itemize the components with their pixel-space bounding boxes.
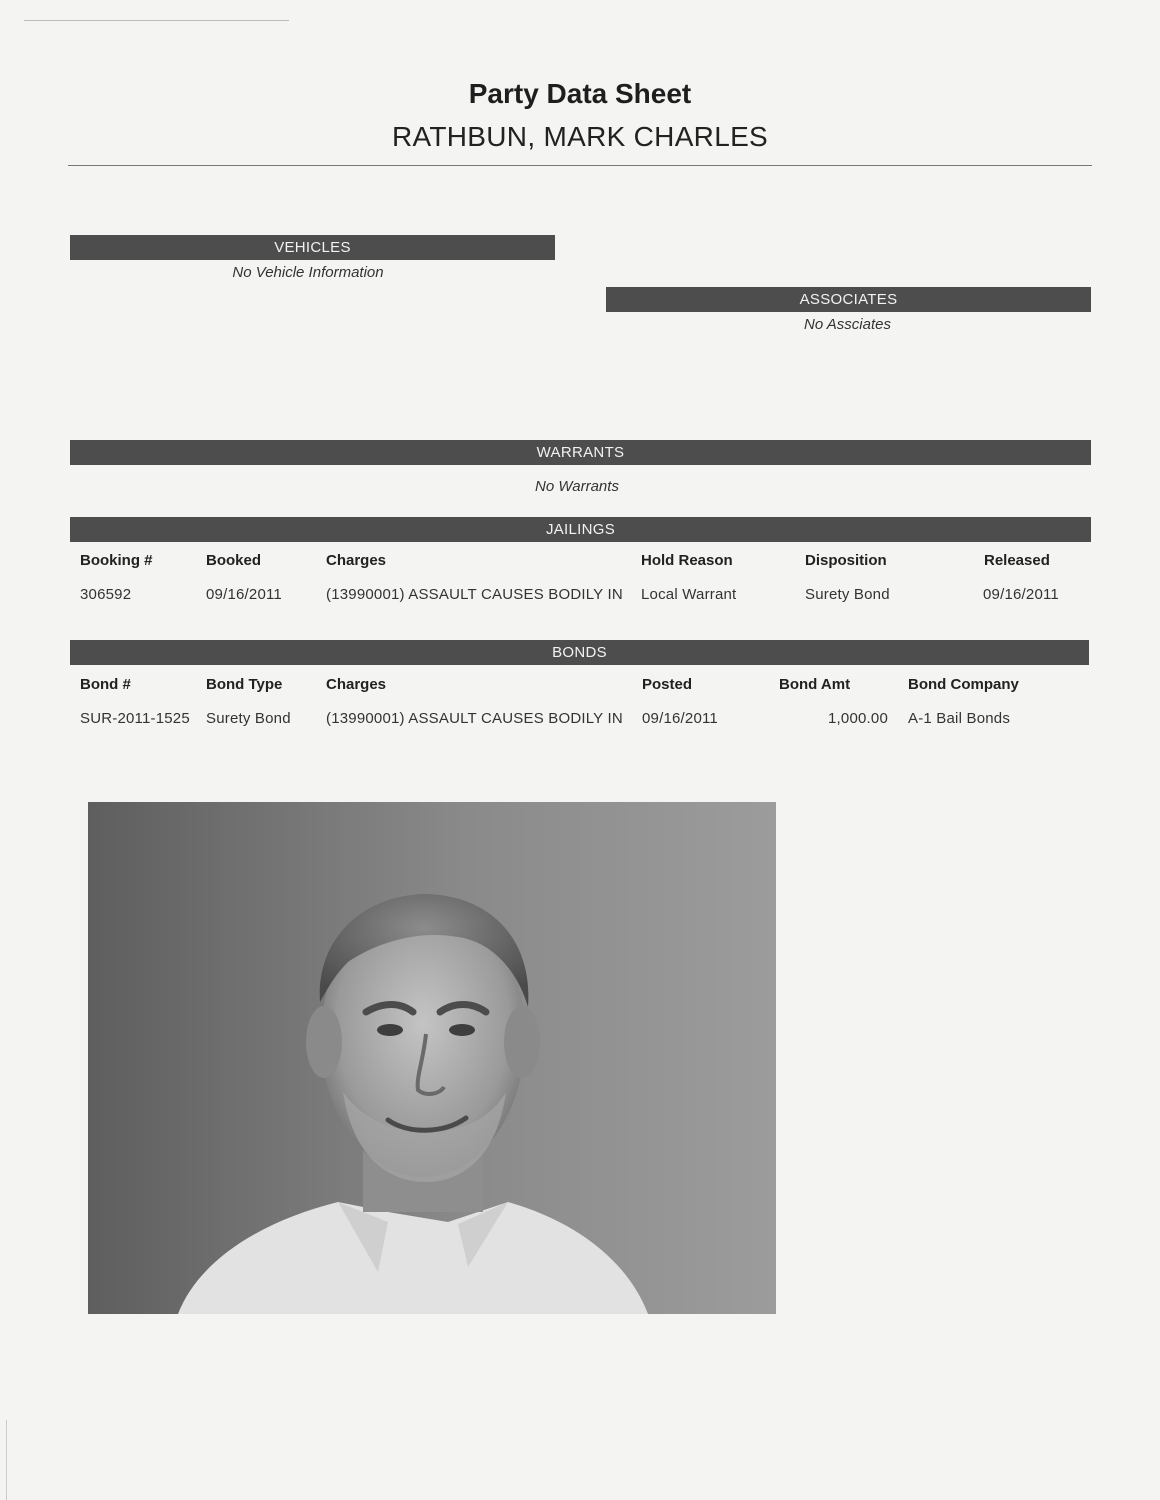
table-row (0, 710, 1160, 732)
bonds-section-header (70, 640, 1089, 665)
warrants-empty-message: No Warrants (535, 478, 619, 495)
table-row (0, 586, 1160, 608)
booked-date: 09/16/2011 (206, 586, 282, 603)
booking-photo (88, 802, 776, 1314)
posted-date: 09/16/2011 (642, 710, 718, 727)
associates-empty-message: No Assciates (804, 316, 891, 333)
bonds-heading: BONDS (552, 644, 607, 661)
header-divider (68, 165, 1092, 166)
scan-mark (24, 20, 289, 21)
bonds-header-row (0, 676, 1160, 698)
charges: (13990001) ASSAULT CAUSES BODILY IN (326, 710, 623, 727)
bond-amount: 1,000.00 (828, 710, 888, 727)
warrants-section-header (70, 440, 1091, 465)
jailings-heading: JAILINGS (545, 521, 616, 538)
jailings-section-header (70, 517, 1091, 542)
bond-type: Surety Bond (206, 710, 291, 727)
column-header: Disposition (805, 552, 887, 569)
scan-edge (6, 1420, 7, 1500)
page-title: Party Data Sheet (468, 78, 692, 109)
column-header: Booked (206, 552, 262, 569)
column-header: Hold Reason (641, 552, 733, 569)
vehicles-section-header (70, 235, 555, 260)
column-header: Charges (326, 676, 387, 693)
booking-photo-image (88, 802, 776, 1314)
booking-number: 306592 (80, 586, 132, 603)
bond-number: SUR-2011-1525 (80, 710, 190, 727)
vehicles-heading: VEHICLES (274, 239, 351, 256)
disposition: Surety Bond (805, 586, 890, 603)
warrants-heading: WARRANTS (536, 444, 625, 461)
bond-company: A-1 Bail Bonds (908, 710, 1011, 727)
vehicles-empty-message: No Vehicle Information (232, 264, 384, 281)
column-header: Bond # (80, 676, 131, 693)
column-header: Booking # (80, 552, 153, 569)
jailings-header-row (0, 552, 1160, 574)
hold-reason: Local Warrant (641, 586, 737, 603)
column-header: Bond Company (908, 676, 1019, 693)
released-date: 09/16/2011 (983, 586, 1059, 603)
charges: (13990001) ASSAULT CAUSES BODILY IN (326, 586, 623, 603)
column-header: Bond Type (206, 676, 283, 693)
column-header: Charges (326, 552, 387, 569)
column-header: Posted (642, 676, 693, 693)
column-header: Bond Amt (779, 676, 851, 693)
column-header: Released (984, 552, 1050, 569)
party-name: RATHBUN, MARK CHARLES (391, 121, 769, 152)
associates-heading: ASSOCIATES (799, 291, 898, 308)
associates-section-header (606, 287, 1091, 312)
